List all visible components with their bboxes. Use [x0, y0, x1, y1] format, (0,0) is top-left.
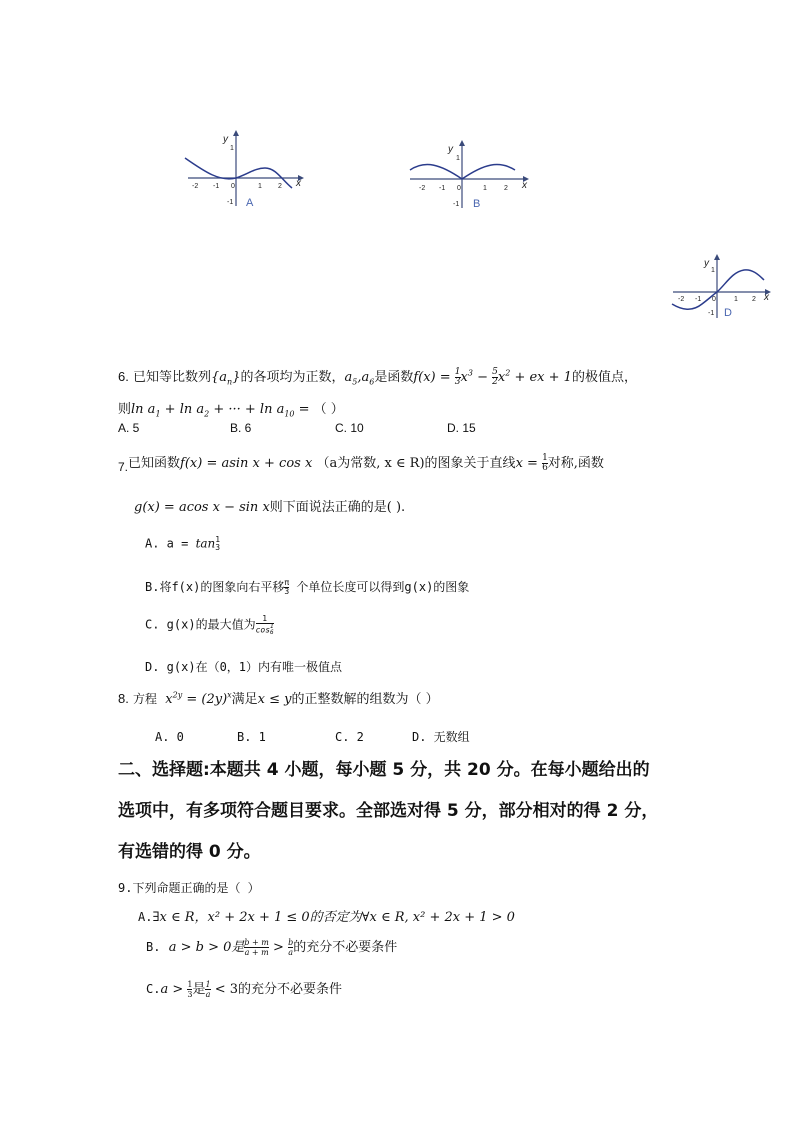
- graph-letter: A: [246, 197, 254, 209]
- q9-option-c-end: < 3的充分不必要条件: [210, 982, 343, 997]
- y-label: y: [704, 258, 709, 269]
- q8-option-b[interactable]: B. 1: [237, 730, 266, 744]
- q7-sym: 的图象关于直线: [424, 456, 516, 471]
- section2-line3: 有选错的得 0 分。: [118, 842, 261, 862]
- q7-option-a-den: 3: [215, 543, 221, 552]
- y-axis-arrow: [233, 130, 239, 136]
- y-axis-arrow: [714, 254, 720, 260]
- q9-option-c-label: C.: [146, 982, 161, 996]
- tick-2: 2: [504, 185, 508, 192]
- q6-seq-close: }: [232, 370, 241, 385]
- q7-option-c-den: [256, 624, 274, 636]
- q9-option-b-label: B.: [146, 940, 161, 954]
- q9-option-b-den: a + m: [244, 948, 269, 957]
- q9-option-c-den: 3: [187, 990, 193, 999]
- q7-option-b[interactable]: [145, 578, 469, 596]
- y-one: 1: [230, 145, 234, 152]
- q6-function: [413, 367, 572, 387]
- q6-ln10-sub: 10: [284, 409, 295, 419]
- x-label: x: [296, 178, 301, 189]
- q9-option-c-num: 1: [187, 980, 193, 989]
- q6-line2: [118, 398, 344, 419]
- q6-eq: = （ ）: [294, 402, 344, 417]
- tick-neg2: -2: [678, 296, 685, 303]
- q6-x3: x: [460, 370, 468, 385]
- q6-option-b[interactable]: B. 6: [230, 421, 252, 435]
- graph-d: [670, 252, 780, 322]
- q7-frac-den: 6: [542, 463, 548, 473]
- q6-line1: [118, 366, 637, 387]
- q6-x2-sup: 2: [505, 368, 511, 378]
- q6-then: 则: [118, 402, 132, 417]
- q8-equation: [165, 692, 231, 707]
- q7-condition: （a为常数, x ∈ R): [316, 456, 425, 471]
- q6-number: 6.: [118, 369, 129, 384]
- graph-a: [180, 128, 305, 210]
- q6-fx: f(x) =: [413, 370, 455, 385]
- q7-option-c-subfrac: [270, 624, 274, 636]
- q7-option-b-end: 个单位长度可以得到g(x)的图象: [289, 580, 470, 594]
- q6-a6-sub: 6: [369, 377, 375, 387]
- q6-end: 的极值点，: [571, 370, 637, 385]
- q8-end: 的正整数解的组数为（ ）: [291, 692, 439, 707]
- q9-option-b-num: b + m: [244, 938, 269, 947]
- y-axis-arrow: [459, 140, 465, 146]
- q6-frac2-num: 5: [492, 367, 498, 377]
- y-one: 1: [711, 267, 715, 274]
- q7-option-c-cos: cos: [255, 625, 271, 635]
- q6-x3-sup: 3: [467, 368, 473, 378]
- q6-points: [344, 370, 374, 385]
- tick-0: 0: [712, 296, 716, 303]
- q7-option-c-text: C. g(x)的最大值为: [145, 617, 256, 632]
- y-label: y: [223, 134, 228, 145]
- tick-1: 1: [734, 296, 738, 303]
- tick-0: 0: [457, 185, 461, 192]
- q8-prefix: 方程: [132, 692, 157, 706]
- q7-option-a-num: 1: [215, 535, 221, 544]
- curve: [185, 158, 292, 188]
- graph-b: [405, 138, 535, 213]
- q7-g-function: g(x) = acos x − sin x: [134, 500, 270, 515]
- q7-prefix: 已知函数: [128, 456, 181, 471]
- q6-option-d[interactable]: D. 15: [447, 421, 476, 435]
- q6-mid: 的各项均为正数，: [240, 370, 345, 385]
- tick-1: 1: [483, 185, 487, 192]
- tick-y-neg1: -1: [708, 310, 715, 317]
- q6-seq-open: {a: [211, 370, 228, 385]
- q8-eq-x: x: [165, 692, 173, 707]
- q6-ln2: + ln a: [160, 402, 205, 417]
- graph-letter: B: [473, 198, 481, 210]
- tick-0: 0: [231, 183, 235, 190]
- q9-option-b-gt: >: [268, 940, 289, 955]
- q9-option-b-frac: [244, 938, 269, 957]
- q7-option-c-frac: [256, 614, 274, 636]
- q6-a5: a: [344, 370, 353, 385]
- q9-option-c-mid: 是: [192, 982, 206, 997]
- q6-x2: x: [497, 370, 506, 385]
- q6-option-a[interactable]: A. 5: [118, 421, 140, 435]
- q8-option-a[interactable]: A. 0: [155, 730, 184, 744]
- tick-2: 2: [752, 296, 756, 303]
- q9-option-c[interactable]: [146, 978, 342, 999]
- tick-1: 1: [258, 183, 262, 190]
- q9-option-c-cond: a >: [160, 982, 188, 997]
- q7-option-a-label: A. a =: [145, 536, 196, 551]
- q7-option-c-num: 1: [256, 614, 274, 624]
- q6-ln10: + ··· + ln a: [209, 402, 285, 417]
- q6-a5-sub: 5: [352, 377, 358, 387]
- q6-frac2-den: 2: [492, 377, 498, 387]
- q6-prefix: 已知等比数列: [132, 370, 211, 385]
- q9-option-b-den2: a: [288, 948, 294, 957]
- q6-minus: −: [472, 370, 493, 385]
- q8-inequality: x ≤ y: [257, 692, 292, 707]
- x-label: x: [764, 292, 769, 303]
- q9-option-a-text: ∃x ∈ R，x² + 2x + 1 ≤ 0的否定为∀x ∈ R, x² + 2x + 1 > 0: [152, 910, 515, 925]
- q7-option-b-num: π: [284, 578, 290, 587]
- q8-eq-x-sup: 2y: [172, 690, 183, 700]
- q9-option-b-end: 的充分不必要条件: [293, 940, 398, 955]
- tick-y-neg1: -1: [453, 201, 460, 208]
- curve: [672, 270, 764, 309]
- q7-option-a-frac: [215, 536, 220, 552]
- q6-seq: [211, 370, 240, 385]
- q6-ln2-sub: 2: [204, 409, 210, 419]
- q9-title: 9.下列命题正确的是（ ）: [118, 881, 260, 895]
- q8-line: [118, 688, 439, 707]
- x-label: x: [522, 180, 527, 191]
- q7-option-c-subnum: 1: [270, 623, 274, 630]
- q6-a6: ,a: [357, 370, 370, 385]
- q6-seq-sub: n: [227, 377, 233, 387]
- q9-option-c-den2: a: [205, 990, 211, 999]
- q9-option-b-num2: b: [288, 938, 294, 947]
- q9-option-a-label: A.: [138, 910, 153, 924]
- q7-g-end: 则下面说法正确的是( ).: [269, 500, 406, 515]
- q6-option-c[interactable]: C. 10: [335, 421, 364, 435]
- tick-neg2: -2: [419, 185, 426, 192]
- tick-y-neg1: -1: [227, 199, 234, 206]
- q7-line2: [134, 496, 405, 515]
- q7-option-a-tan: tan: [195, 536, 216, 551]
- q7-option-c-subden: 6: [270, 629, 274, 636]
- q8-cond: 满足: [231, 692, 258, 707]
- q7-frac-num: 1: [542, 453, 548, 463]
- q6-options: [118, 421, 476, 435]
- tick-neg1: -1: [695, 296, 702, 303]
- tick-neg1: -1: [439, 185, 446, 192]
- q8-eq-2y-sup: x: [227, 690, 232, 700]
- q7-function: f(x) = asin x + cos x: [180, 456, 313, 471]
- q7-option-c[interactable]: [145, 614, 274, 636]
- section2-line1: 二、选择题:本题共 4 小题，每小题 5 分，共 20 分。在每小题给出的: [118, 760, 650, 780]
- q8-eq-2y: = (2y): [182, 692, 228, 707]
- q6-is-fn: 是函数: [374, 370, 414, 385]
- q7-end: 对称,函数: [547, 456, 604, 471]
- q8-options: [155, 728, 470, 745]
- tick-neg2: -2: [192, 183, 199, 190]
- q8-option-c[interactable]: C. 2: [335, 730, 364, 744]
- q9-option-a[interactable]: [138, 906, 515, 925]
- q7-option-d[interactable]: D. g(x)在（0，1）内有唯一极值点: [145, 660, 343, 674]
- q6-log-sum: [131, 402, 295, 417]
- y-one: 1: [456, 155, 460, 162]
- q6-frac1-num: 1: [454, 367, 461, 377]
- q6-ln1-sub: 1: [155, 409, 161, 419]
- q6-rest: + ex + 1: [510, 370, 572, 385]
- q7-number: 7.: [118, 460, 129, 474]
- section2-line2: 选项中，有多项符合题目要求。全部选对得 5 分，部分相对的得 2 分，: [118, 801, 659, 821]
- q9-option-c-num2: 1: [205, 980, 211, 989]
- q7-xeq: x =: [515, 456, 543, 471]
- tick-2: 2: [278, 183, 282, 190]
- q8-option-d[interactable]: D. 无数组: [412, 730, 470, 744]
- tick-neg1: -1: [213, 183, 220, 190]
- q7-option-b-den: 3: [284, 587, 290, 596]
- q8-number: 8.: [118, 691, 129, 706]
- q6-frac1-den: 3: [454, 377, 461, 387]
- q9-option-b[interactable]: [146, 936, 397, 957]
- q6-ln1: ln a: [131, 402, 156, 417]
- y-label: y: [448, 144, 453, 155]
- graph-letter: D: [724, 307, 732, 319]
- q7-option-b-text: B.将f(x)的图象向右平移: [145, 580, 285, 594]
- q7-line1: [118, 452, 604, 474]
- q9-option-b-cond: a > b > 0是: [168, 940, 245, 955]
- q7-option-a[interactable]: [145, 536, 220, 552]
